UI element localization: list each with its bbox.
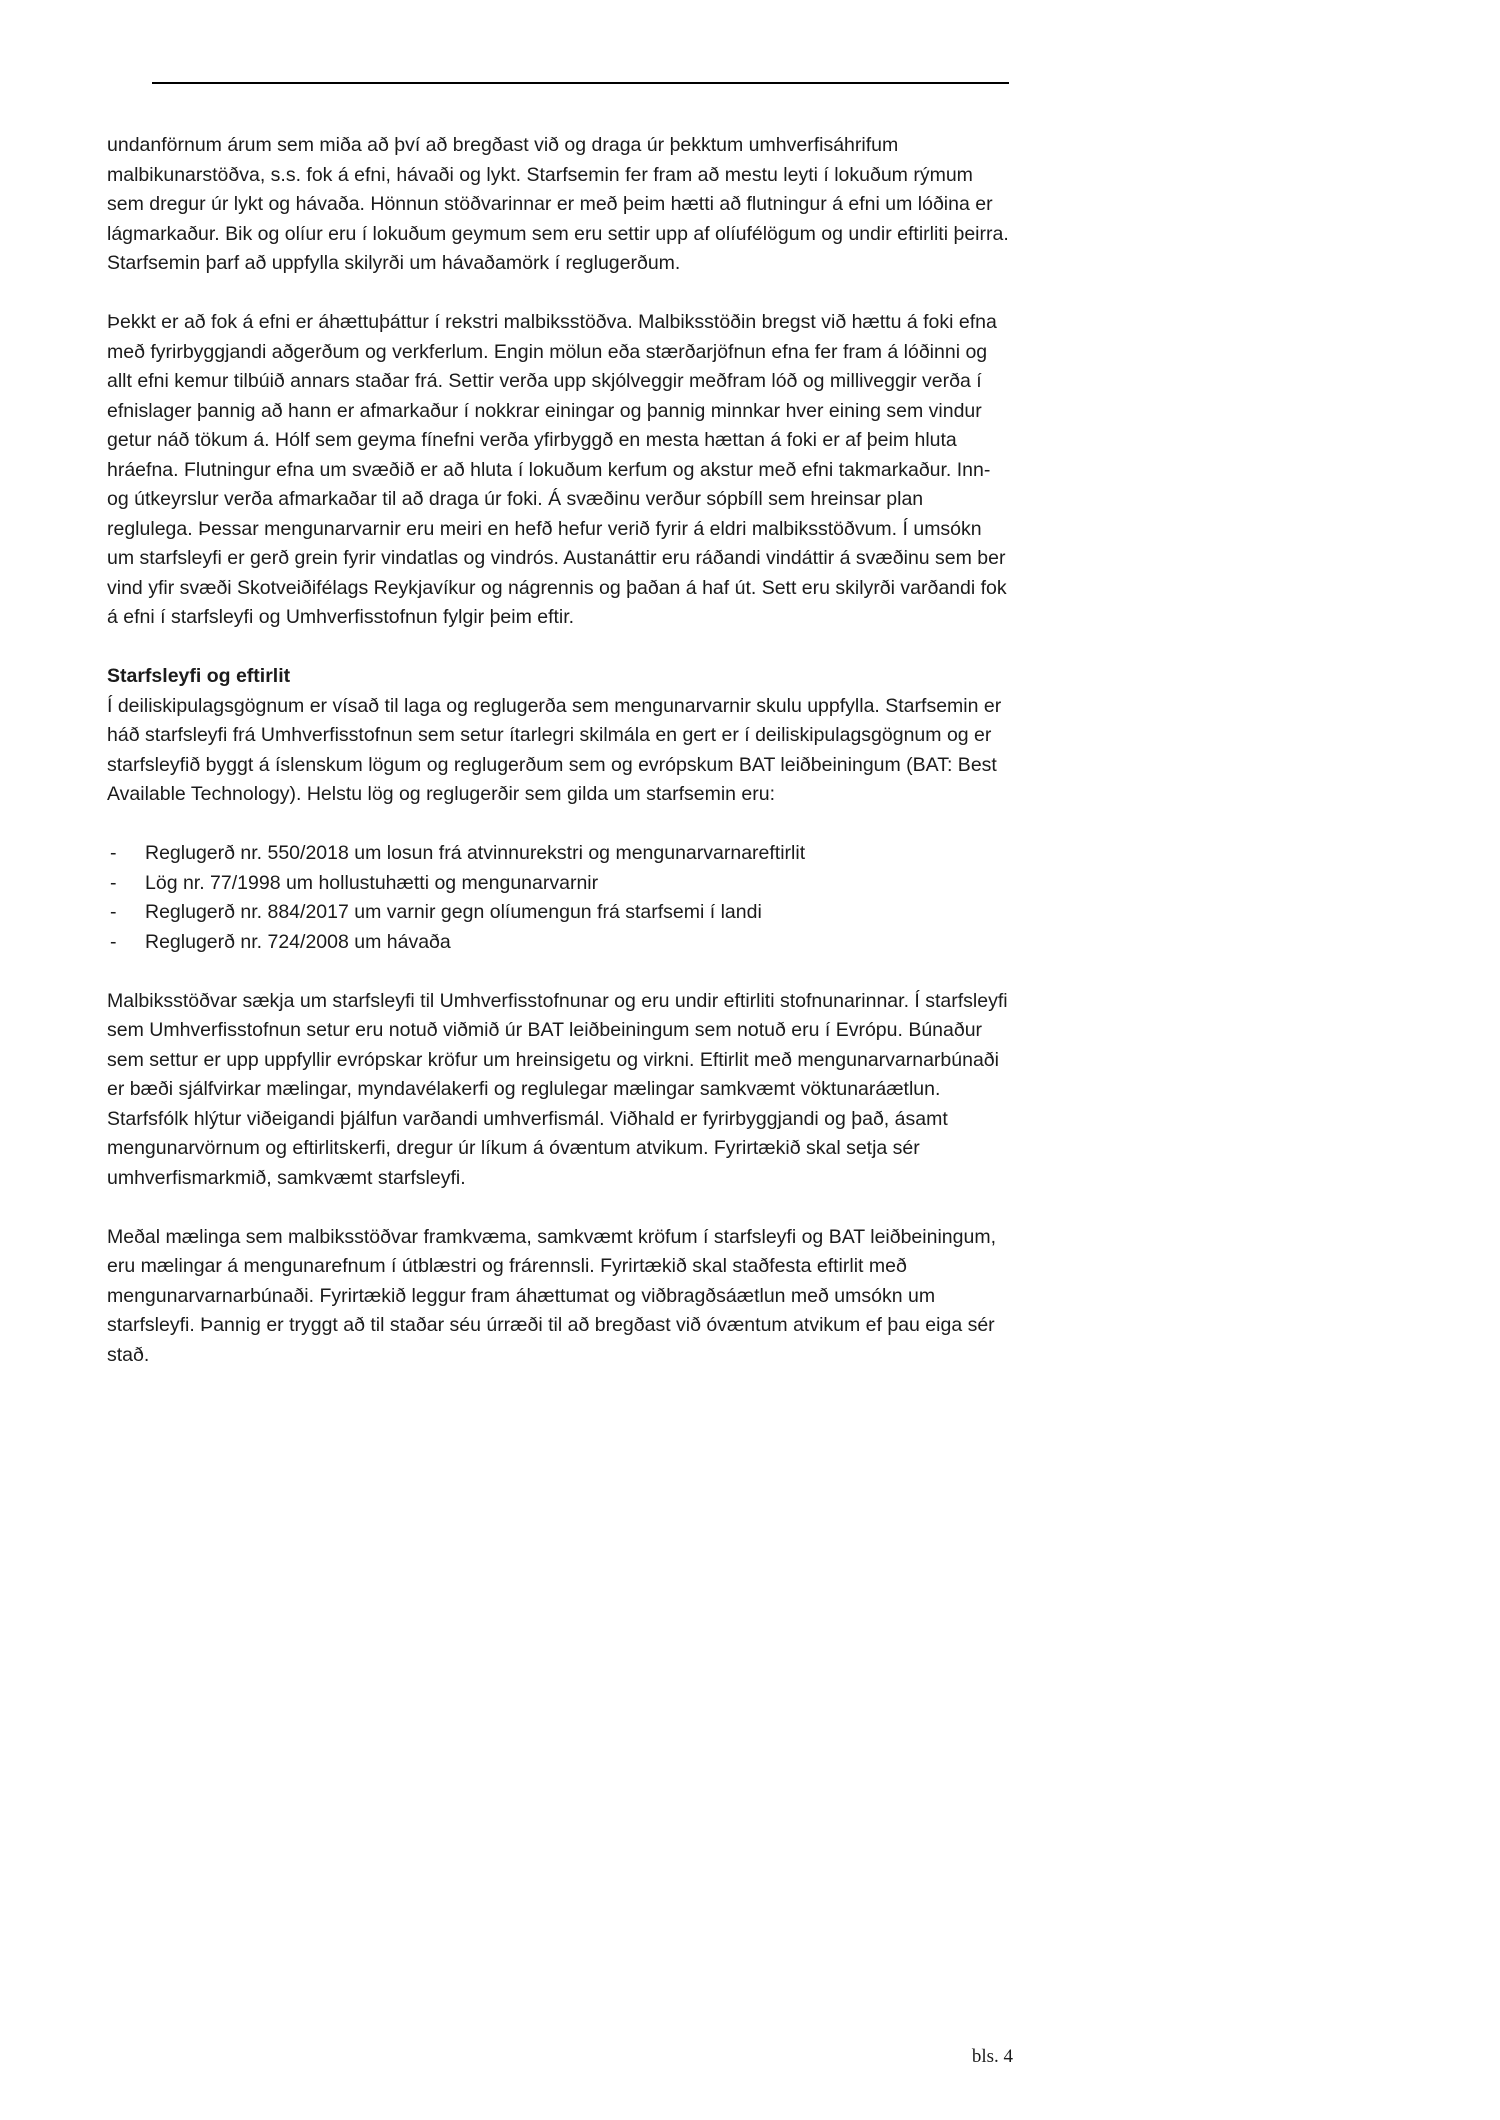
body-paragraph-4: Malbiksstöðvar sækja um starfsleyfi til Umhverfisstofnunar og eru undir eftirliti stofnunarinnar. Í starfsleyfi sem Umhverfisstofnun setur eru notuð viðmið úr BAT leiðbeiningum sem notuð eru í Evrópu. Búnaður sem settur er upp uppfyllir evrópskar kröfur um hreinsigetu og virkni. Eftirlit með mengunarvarnarbúnaði er bæði sjálfvirkar mælingar, myndavélakerfi og reglulegar mælingar samkvæmt vöktunaráætlun. Starfsfólk hlýtur viðeigandi þjálfun varðandi umhverfismál. Viðhald er fyrirbyggjandi og það, ásamt mengunarvörnum og eftirlitskerfi, dregur úr líkum á óvæntum atvikum. Fyrirtækið skal setja sér umhverfismarkmið, samkvæmt starfsleyfi. [107,989,1008,1189]
dash-marker: - [110,871,117,894]
dash-marker: - [110,930,117,953]
regulation-list [107,839,1013,957]
list-item-text: Reglugerð nr. 884/2017 um varnir gegn olíumengun frá starfsemi í landi [145,901,762,923]
section-heading: Starfsleyfi og eftirlit [107,665,291,687]
list-item-text: Reglugerð nr. 724/2008 um hávaða [145,930,451,953]
list-item [107,869,1013,899]
page-number: bls. 4 [971,2046,1013,2067]
list-item-text: Lög nr. 77/1998 um hollustuhætti og mengunarvarnir [145,871,599,894]
body-paragraph-5: Meðal mælinga sem malbiksstöðvar framkvæma, samkvæmt kröfum í starfsleyfi og BAT leiðbeiningum, eru mælingar á mengunarefnum í útblæstri og frárennsli. Fyrirtækið skal staðfesta eftirlit með mengunarvarnarbúnaði. Fyrirtækið leggur fram áhættumat og viðbragðsáætlun með umsókn um starfsleyfi. Þannig er tryggt að til staðar séu úrræði til að bregðast við óvæntum atvikum ef þau eiga sér stað. [107,1225,996,1366]
body-paragraph-2: Þekkt er að fok á efni er áhættuþáttur í rekstri malbiksstöðva. Malbiksstöðin bregst við hættu á foki efna með fyrirbyggjandi aðgerðum og verkferlum. Engin mölun eða stærðarjöfnun efna fer fram á lóðinni og allt efni kemur tilbúið annars staðar frá. Settir verða upp skjólveggir meðfram lóð og milliveggir verða í efnislager þannig að hann er afmarkaður í nokkrar einingar og þannig minnkar hver eining sem vindur getur náð tökum á. Hólf sem geyma fínefni verða yfirbyggð en mesta hættan á foki er af þeim hluta hráefna. Flutningur efna um svæðið er að hluta í lokuðum kerfum og akstur með efni takmarkaður. Inn- og útkeyrslur verða afmarkaðar til að draga úr foki. Á svæðinu verður sópbíll sem hreinsar plan reglulega. Þessar mengunarvarnir eru meiri en hefð hefur verið fyrir á eldri malbiksstöðvum. Í umsókn um starfsleyfi er gerð grein fyrir vindatlas og vindrós. Austanáttir eru ráðandi vindáttir á svæðinu sem ber vind yfir svæði Skotveiðifélags Reykjavíkur og nágrennis og þaðan á haf út. Sett eru skilyrði varðandi fok á efni í starfsleyfi og Umhverfisstofnun fylgir þeim eftir. [107,311,1007,628]
dash-marker: - [110,901,117,923]
body-paragraph-1: undanförnum árum sem miða að því að bregðast við og draga úr þekktum umhverfisáhrifum malbikunarstöðva, s.s. fok á efni, hávaði og lykt. Starfsemin fer fram að mestu leyti í lokuðum rýmum sem dregur úr lykt og hávaða. Hönnun stöðvarinnar er með þeim hætti að flutningur á efni um lóðina er lágmarkaður. Bik og olíur eru í lokuðum geymum sem eru settir upp af olíufélögum og undir eftirliti þeirra. Starfsemin þarf að uppfylla skilyrði um hávaðamörk í reglugerðum. [107,134,1009,274]
list-item-text: Reglugerð nr. 550/2018 um losun frá atvinnurekstri og mengunarvarnareftirlit [145,842,806,864]
document-body [107,131,1013,1400]
list-item [107,839,1013,869]
list-item [107,898,1013,928]
header-rule [152,82,1009,84]
section-intro-paragraph: Í deiliskipulagsgögnum er vísað til laga og reglugerða sem mengunarvarnir skulu uppfylla. Starfsemin er háð starfsleyfi frá Umhverfisstofnun sem setur ítarlegri skilmála en gert er í deiliskipulagsgögnum og er starfsleyfið byggt á íslenskum lögum og reglugerðum sem og evrópskum BAT leiðbeiningum (BAT: Best Available Technology). Helstu lög og reglugerðir sem gilda um starfsemin eru: [107,694,1002,805]
dash-marker: - [110,842,117,864]
list-item [107,928,1013,958]
